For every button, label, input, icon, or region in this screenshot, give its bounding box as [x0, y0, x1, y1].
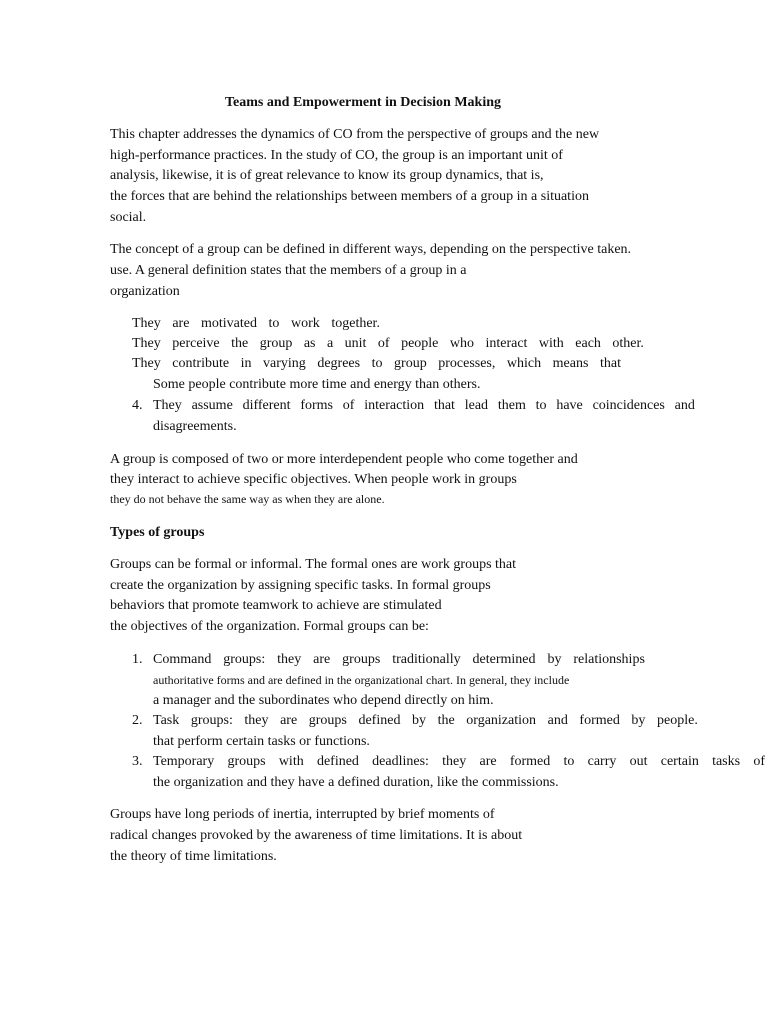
word: deadlines: [372, 754, 429, 769]
word: groups [308, 713, 347, 728]
word: they [244, 713, 269, 728]
word: group [394, 356, 427, 371]
word: defined [316, 754, 359, 769]
word: They [132, 336, 161, 351]
list-item [132, 317, 380, 331]
word: in [240, 356, 252, 371]
word: means [552, 356, 589, 371]
list-number: 4. [132, 398, 143, 413]
word: contribute [172, 356, 230, 371]
word: by [412, 713, 427, 728]
word: Task [153, 713, 180, 728]
paragraph-line: the objectives of the organization. Formal groups can be: [110, 619, 429, 634]
word: with [278, 754, 304, 769]
paragraph-line: the theory of time limitations. [110, 849, 277, 864]
word: by [547, 652, 562, 667]
word: work [291, 316, 320, 331]
word: processes, [438, 356, 496, 371]
list-item [153, 399, 695, 413]
word: people [401, 336, 439, 351]
word: groups [342, 652, 381, 667]
word: formed [579, 713, 620, 728]
paragraph-line: organization [110, 284, 180, 299]
paragraph-line: analysis, likewise, it is of great relevance to know its group dynamics, that is, [110, 168, 544, 183]
word: lead [464, 398, 489, 413]
word: who [449, 336, 474, 351]
word: have [556, 398, 583, 413]
word: interact [485, 336, 528, 351]
word: They [132, 316, 161, 331]
word: Command [153, 652, 212, 667]
section-heading: Types of groups [110, 525, 205, 540]
word: assume [191, 398, 233, 413]
word: forms [300, 398, 333, 413]
word: to [371, 356, 383, 371]
word: formed [509, 754, 551, 769]
paragraph-line: high-performance practices. In the study of CO, the group is an important unit of [110, 148, 563, 163]
paragraph-line: use. A general definition states that the members of a group in a [110, 263, 467, 278]
word: to [563, 754, 575, 769]
word: tasks [712, 754, 741, 769]
word: which [506, 356, 542, 371]
list-item [153, 755, 765, 769]
list-item [132, 357, 621, 371]
paragraph-line: social. [110, 210, 147, 225]
word: and [547, 713, 568, 728]
word: together. [331, 316, 380, 331]
list-number: 3. [132, 754, 143, 769]
word: traditionally [392, 652, 461, 667]
list-item-continuation: that perform certain tasks or functions. [153, 734, 370, 749]
word: other. [612, 336, 644, 351]
word: to [268, 316, 280, 331]
word: They [132, 356, 161, 371]
list-item-continuation: authoritative forms and are defined in the organizational chart. In general, they include [153, 673, 570, 687]
word: of [753, 754, 765, 769]
paragraph-line: The concept of a group can be defined in different ways, depending on the perspective taken. [110, 242, 632, 257]
paragraph-line: radical changes provoked by the awareness of time limitations. It is about [110, 828, 523, 843]
paragraph-line: Groups can be formal or informal. The formal ones are work groups that [110, 557, 517, 572]
list-item [132, 337, 644, 351]
word: as [303, 336, 316, 351]
word: the [231, 336, 249, 351]
list-number: 1. [132, 652, 143, 667]
paragraph-line: Groups have long periods of inertia, interrupted by brief moments of [110, 807, 495, 822]
word: them [497, 398, 526, 413]
word: by [631, 713, 646, 728]
paragraph-line: This chapter addresses the dynamics of CO from the perspective of groups and the new [110, 127, 600, 142]
paragraph-line: they do not behave the same way as when they are alone. [110, 492, 385, 506]
word: to [535, 398, 547, 413]
paragraph-line: behaviors that promote teamwork to achieve are stimulated [110, 598, 442, 613]
word: are [280, 713, 298, 728]
paragraph-line: create the organization by assigning specific tasks. In formal groups [110, 578, 491, 593]
word: a [326, 336, 334, 351]
word: relationships [573, 652, 645, 667]
word: of [342, 398, 355, 413]
word: that [433, 398, 455, 413]
word: perceive [172, 336, 220, 351]
list-item-continuation: disagreements. [153, 419, 237, 434]
word: unit [344, 336, 367, 351]
word: are [172, 316, 190, 331]
word: of [377, 336, 390, 351]
word: defined [358, 713, 401, 728]
word: that [599, 356, 621, 371]
word: and [674, 398, 695, 413]
word: the [437, 713, 455, 728]
word: out [629, 754, 648, 769]
word: they [277, 652, 302, 667]
word: with [538, 336, 564, 351]
word: organization [466, 713, 537, 728]
word: Temporary [153, 754, 215, 769]
paragraph-line: they interact to achieve specific objectives. When people work in groups [110, 472, 517, 487]
word: They [153, 398, 182, 413]
word: carry [587, 754, 617, 769]
word: they [442, 754, 467, 769]
word: groups: [223, 652, 266, 667]
word: each [575, 336, 601, 351]
word: group [259, 336, 293, 351]
word: varying [263, 356, 306, 371]
list-item [153, 653, 645, 667]
word: people. [657, 713, 698, 728]
word: determined [472, 652, 536, 667]
list-item [153, 714, 698, 728]
word: groups: [190, 713, 233, 728]
list-item-continuation: the organization and they have a defined duration, like the commissions. [153, 775, 559, 790]
word: degrees [317, 356, 361, 371]
list-item-continuation: Some people contribute more time and energy than others. [153, 377, 481, 392]
word: groups [227, 754, 266, 769]
word: different [242, 398, 291, 413]
word: interaction [364, 398, 425, 413]
word: are [479, 754, 497, 769]
word: coincidences [592, 398, 665, 413]
paragraph-line: the forces that are behind the relationships between members of a group in a situation [110, 189, 589, 204]
word: are [313, 652, 331, 667]
word: motivated [200, 316, 257, 331]
list-number: 2. [132, 713, 143, 728]
list-item-continuation: a manager and the subordinates who depend directly on him. [153, 693, 494, 708]
word: certain [660, 754, 699, 769]
paragraph-line: A group is composed of two or more interdependent people who come together and [110, 452, 578, 467]
document-title: Teams and Empowerment in Decision Making [225, 95, 502, 110]
